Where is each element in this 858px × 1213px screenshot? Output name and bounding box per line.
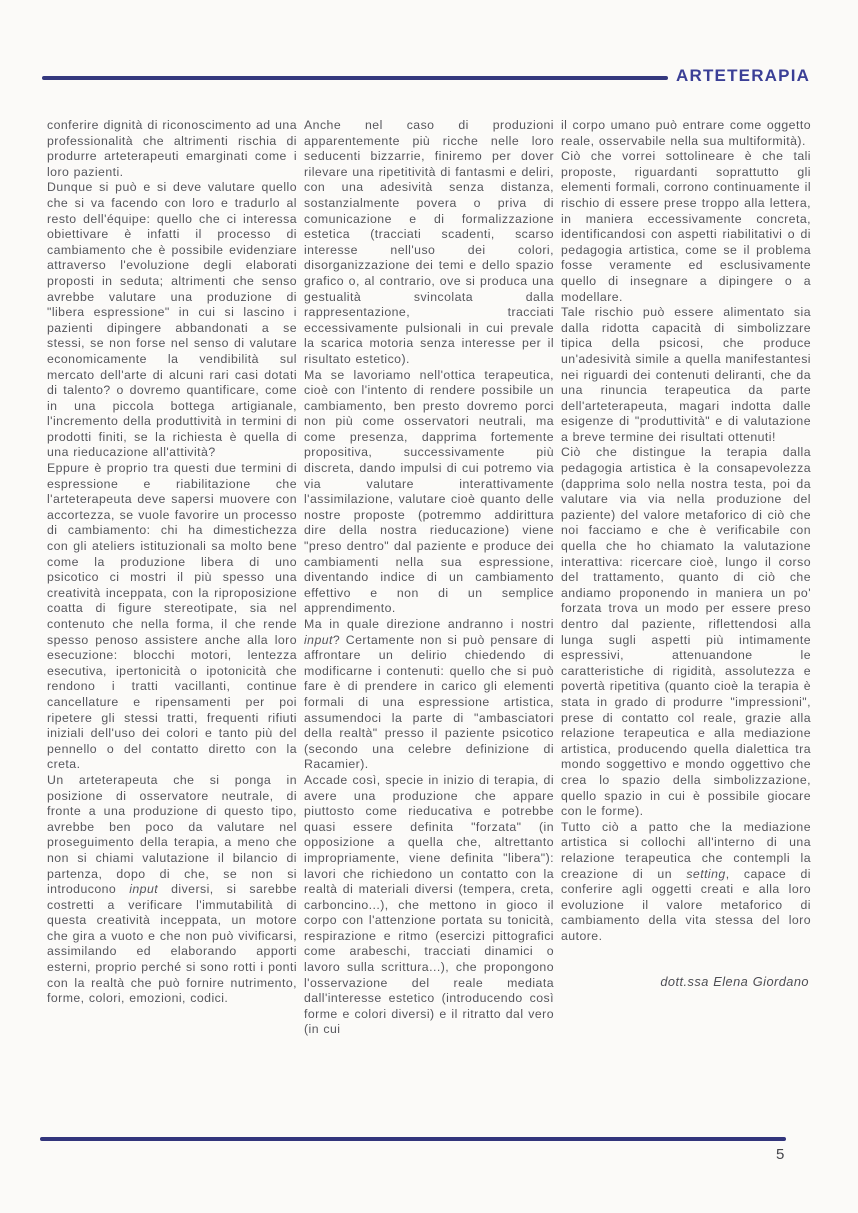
- author-signature: dott.ssa Elena Giordano: [660, 974, 809, 990]
- paragraph: Accade così, specie in inizio di terapia, di avere una produzione che appare piuttosto come rieducativa e potrebbe quasi essere definita "forzata" (in opposizione a quella che, altrettanto impropriamente, viene definita "libera"): lavori che richiedono un contatto con la realtà di materiali diversi (tempera, creta, carboncino...), che mettono in gioco il corpo con l'attenzione portata su tonicità, respirazione e ritmo (esercizi pittografici come arabeschi, tracciati dinamici o lavoro sulla scrittura...), che propongono l'osservazione del reale mediata dall'interesse estetico (introducendo così forme e colori diversi) e il ritratto dal vero (in cui: [304, 772, 554, 1037]
- paragraph: conferire dignità di riconoscimento ad una professionalità che altrimenti rischia di produrre arteterapeuti emarginati come i loro pazienti.: [47, 118, 297, 179]
- paragraph: Tale rischio può essere alimentato sia dalla ridotta capacità di simbolizzare tipica della psicosi, che produce un'adesività simile a quella manifestantesi nei riguardi dei contenuti deliranti, che da una rinuncia terapeutica da parte dell'arteterapeuta, magari indotta dalle esigenze di "produttività" e di valutazione a breve termine dei risultati ottenuti!: [561, 305, 811, 444]
- paragraph: Ciò che vorrei sottolineare è che tali proposte, riguardanti soprattutto gli elementi formali, corrono continuamente il rischio di essere prese troppo alla lettera, in maniera eccessivamente concreta, identificandosi con aspetti riabilitativi o di pedagogia artistica, come se il problema fosse veramente ed esclusivamente quello di insegnare a dipingere o a modellare.: [561, 149, 811, 304]
- paragraph: il corpo umano può entrare come oggetto reale, osservabile nella sua multiformità).: [561, 118, 811, 148]
- paragraph: Ma in quale direzione andranno i nostri input? Certamente non si può pensare di affrontare un delirio chiedendo di modificarne i contenuti: quello che si può fare è di prendere in carico gli elementi formali di una espressione artistica, assumendoci la parte di "ambasciatori della realtà" presso il paziente psicotico (secondo una celebre definizione di Racamier).: [304, 617, 554, 772]
- page-title: ARTETERAPIA: [676, 66, 811, 85]
- text-column-2: [304, 118, 554, 1038]
- paragraph: Ma se lavoriamo nell'ottica terapeutica, cioè con l'intento di rendere possibile un cambiamento, ben presto dovremo porci non più come osservatori neutrali, ma come presenza, dapprima fortemente propositiva, successivamente più discreta, dando impulsi di cui potremo via via valutare interattivamente l'assimilazione, valutare cioè quanto delle nostre proposte (potremmo addirittura dire della nostra rieducazione) viene "preso dentro" dal paziente e produce dei cambiamenti nella sua espressione, diventando indice di un cambiamento effettivo e non di un semplice apprendimento.: [304, 367, 554, 616]
- paragraph: Tutto ciò a patto che la mediazione artistica si collochi all'interno di una relazione terapeutica che contempli la creazione di un setting, capace di conferire agli oggetti creati e alla loro evoluzione il valore metaforico di cambiamento della vita stessa del loro autore.: [561, 819, 811, 943]
- paragraph: Eppure è proprio tra questi due termini di espressione e riabilitazione che l'arteterapeuta deve sapersi muovere con accortezza, se vuole favorire un processo di cambiamento: chi ha dimestichezza con gli ateliers istituzionali sa molto bene come la produzione libera di uno psicotico ci mostri il più spesso una creatività inceppata, con la riproposizione coatta di figure stereotipate, sia nel contenuto che nella forma, il che rende spesso penoso assistere anche alla loro esecuzione: blocchi motori, lentezza esecutiva, ipertonicità o ipotonicità che rendono i tratti vacillanti, continue cancellature e ripensamenti per poi ripetere gli stessi tratti, frequenti rifiuti iniziali dell'uso dei colori e tanto più del pennello o del contatto diretto con la creta.: [47, 461, 297, 772]
- footer-rule: [40, 1137, 786, 1141]
- paragraph: Anche nel caso di produzioni apparentemente più ricche nelle loro seducenti bizzarrie, finiremo per dover rilevare una ripetitività di fantasmi e deliri, con una adesività senza distanza, sostanzialmente povera o priva di comunicazione e di formalizzazione estetica (tracciati scadenti, scarso interesse nell'uso dei colori, disorganizzazione dei temi e dello spazio grafico o, al contrario, ove si produca una gestualità svincolata dalla rappresentazione, tracciati eccessivamente pulsionali in cui prevale la scarica motoria senza interesse per il risultato estetico).: [304, 118, 554, 366]
- header-rule: [42, 76, 668, 80]
- paragraph: Dunque si può e si deve valutare quello che si va facendo con loro e tradurlo al resto dell'équipe: quello che ci interessa obiettivare è infatti il processo di cambiamento che è possibile evidenziare attraverso l'evoluzione degli elaborati proposti in seduta; altrimenti che senso avrebbe valutare una produzione di "libera espressione" in cui si lascino i pazienti dipingere abbandonati a se stessi, se non forse nel senso di valutare economicamente la vendibilità sul mercato dell'arte di alcuni rari casi dotati di talento? o dovremo quantificare, come in una piccola bottega artigianale, l'incremento della produttività in termini di prodotti finiti, se la richiesta è quella di una rieducazione all'attività?: [47, 180, 297, 460]
- article-body: [47, 118, 811, 1038]
- text-column-1: [47, 118, 297, 1038]
- text-column-3: [561, 118, 811, 1038]
- paragraph: Ciò che distingue la terapia dalla pedagogia artistica è la consapevolezza (dapprima solo nella nostra testa, poi da valutare via via nella produzione del paziente) del valore metaforico di ciò che noi facciamo e che è verificabile con quella che ho chiamato la valutazione interattiva: ricercare cioè, lungo il corso del trattamento, quanto di ciò che andiamo proponendo in maniera un po' forzata trova un modo per essere preso dentro dal paziente, riflettendosi alla lunga sugli aspetti più intimamente espressivi, attenuandone le caratteristiche di rigidità, assolutezza e povertà ripetitiva (quanto cioè la terapia è stata in grado di produrre "impressioni", prese di contatto col reale, grazie alla relazione terapeutica e alla mediazione artistica, producendo quella dialettica tra mondo soggettivo e mondo oggettivo che crea lo spazio della simbolizzazione, quello spazio in cui è possibile giocare con le forme).: [561, 445, 811, 819]
- page-number: 5: [776, 1146, 785, 1163]
- paragraph: Un arteterapeuta che si ponga in posizione di osservatore neutrale, di fronte a una produzione di questo tipo, avrebbe ben poco da valutare nel proseguimento della terapia, a meno che non si chiami valutazione il bilancio di partenza, dopo di che, se non si introducono input diversi, si sarebbe costretti a verificare l'immutabilità di questa creatività inceppata, un motore che gira a vuoto e che non può vivificarsi, assimilando ed elaborando apporti esterni, proprio perché si sono rotti i ponti con la realtà che può fornire nutrimento, forme, colori, emozioni, codici.: [47, 772, 297, 1006]
